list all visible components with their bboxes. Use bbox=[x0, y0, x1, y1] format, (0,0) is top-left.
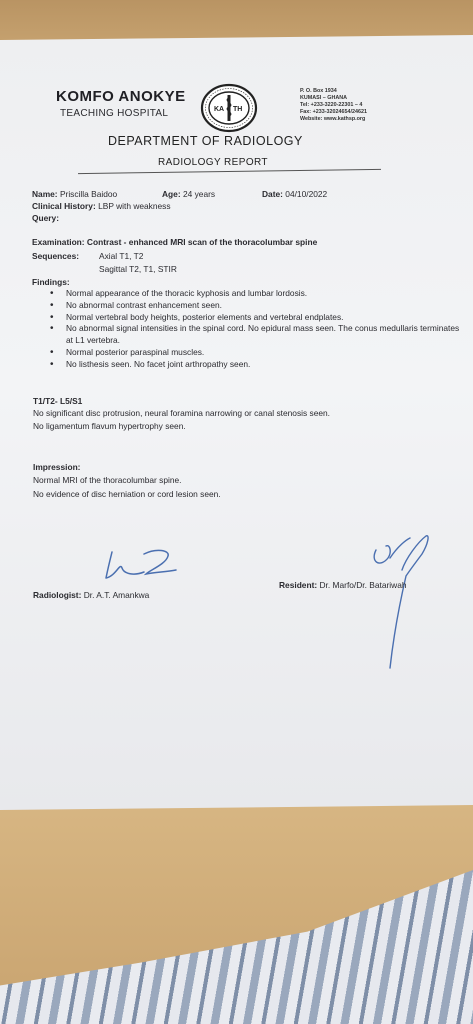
report-date bbox=[262, 189, 327, 199]
resident-signature bbox=[366, 532, 446, 672]
contact-line: Tel: +233-3220-22301 – 4 bbox=[300, 102, 363, 108]
department-title: DEPARTMENT OF RADIOLOGY bbox=[108, 134, 303, 148]
findings-list bbox=[44, 288, 466, 371]
radiologist-signature bbox=[100, 542, 180, 582]
hospital-contact bbox=[300, 88, 367, 123]
clinical-history-label: Clinical History: bbox=[32, 201, 96, 211]
examination-value: Contrast - enhanced MRI scan of the thoracolumbar spine bbox=[86, 237, 318, 247]
report-title: RADIOLOGY REPORT bbox=[158, 157, 268, 168]
resident-label: Resident: bbox=[279, 580, 318, 590]
query-label: Query: bbox=[32, 213, 59, 223]
finding-item: • Normal vertebral body heights, posterior elements and vertebral endplates. bbox=[44, 312, 466, 324]
levels-label: T1/T2- L5/S1 bbox=[33, 396, 83, 406]
hospital-subname: TEACHING HOSPITAL bbox=[60, 108, 169, 119]
hospital-logo-icon bbox=[200, 83, 258, 133]
impression-line: Normal MRI of the thoracolumbar spine. bbox=[33, 475, 182, 485]
clinical-history bbox=[32, 201, 171, 211]
clinical-history-value: LBP with weakness bbox=[98, 201, 171, 211]
findings-label: Findings: bbox=[32, 277, 70, 287]
contact-line: KUMASI – GHANA bbox=[300, 95, 348, 101]
levels-line: No ligamentum flavum hypertrophy seen. bbox=[33, 421, 186, 431]
radiologist-label: Radiologist: bbox=[33, 590, 82, 600]
finding-item: • No abnormal signal intensities in the spinal cord. No epidural mass seen. The conus medullaris terminates at L1 vertebra. bbox=[44, 323, 466, 347]
radiologist-name: Dr. A.T. Amankwa bbox=[83, 590, 150, 600]
levels-line: No significant disc protrusion, neural foramina narrowing or canal stenosis seen. bbox=[33, 408, 330, 418]
patient-name bbox=[32, 189, 117, 199]
sequences-line: Sagittal T2, T1, STIR bbox=[99, 264, 177, 274]
contact-line: Website: www.kathsp.org bbox=[300, 116, 366, 122]
finding-item: • No abnormal contrast enhancement seen. bbox=[44, 300, 466, 312]
report-date-value: 04/10/2022 bbox=[285, 189, 328, 199]
hospital-name: KOMFO ANOKYE bbox=[56, 88, 186, 105]
finding-item: • Normal appearance of the thoracic kyphosis and lumbar lordosis. bbox=[44, 288, 466, 300]
contact-line: P. O. Box 1934 bbox=[300, 88, 337, 94]
sequences-label: Sequences: bbox=[32, 251, 80, 261]
patient-age bbox=[162, 189, 215, 199]
patient-age-value: 24 years bbox=[182, 189, 216, 199]
resident-signoff bbox=[279, 580, 407, 590]
svg-text:KA: KA bbox=[214, 106, 225, 113]
examination-label: Examination: bbox=[32, 237, 85, 247]
report-date-label: Date: bbox=[262, 189, 283, 199]
contact-line: Fax: +233-32024654/24621 bbox=[300, 109, 367, 115]
finding-item: • No listhesis seen. No facet joint arthropathy seen. bbox=[44, 359, 466, 371]
patient-age-label: Age: bbox=[162, 189, 181, 199]
finding-item: • Normal posterior paraspinal muscles. bbox=[44, 347, 466, 359]
impression-label: Impression: bbox=[33, 462, 81, 472]
radiologist-signoff bbox=[33, 590, 149, 600]
svg-text:TH: TH bbox=[233, 106, 243, 113]
examination bbox=[32, 237, 317, 247]
impression-line: No evidence of disc herniation or cord lesion seen. bbox=[33, 489, 221, 499]
patient-name-label: Name: bbox=[32, 189, 58, 199]
patient-name-value: Priscilla Baidoo bbox=[59, 189, 118, 199]
resident-name: Dr. Marfo/Dr. Batariwah bbox=[319, 580, 407, 590]
sequences-line: Axial T1, T2 bbox=[99, 251, 144, 261]
